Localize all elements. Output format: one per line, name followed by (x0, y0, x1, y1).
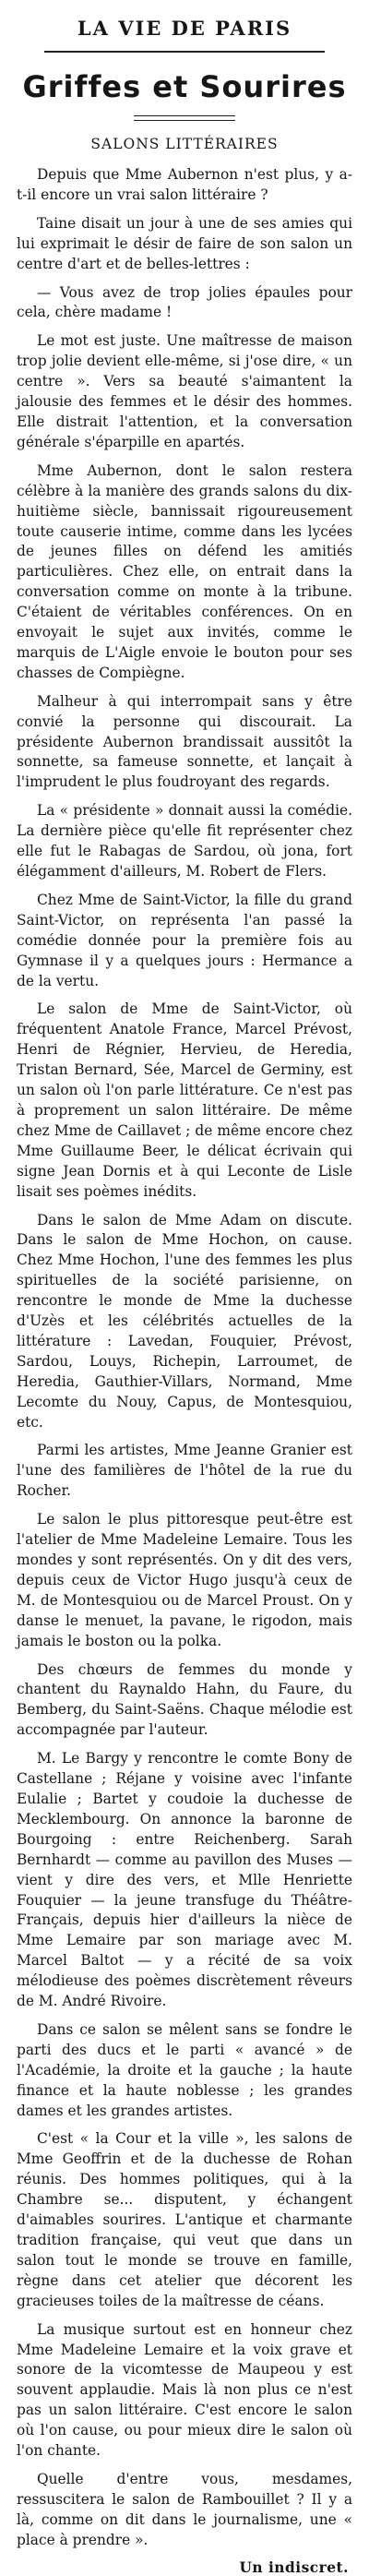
paragraph: La « présidente » donnait aussi la comédie. La dernière pièce qu'elle fit représenter chez elle fut le Rabagas de Sardou, où jona, fort élégamment d'ailleurs, M. Robert de Flers. (17, 802, 352, 880)
paragraph: La musique surtout est en honneur chez Mme Madeleine Lemaire et la voix grave et sonore de la vicomtesse de Maupeou y est souvent applaudie. Mais là non plus ce n'est pas un salon littéraire. C'est encore le salon où l'on cause, ou pour mieux dire le salon où l'on chante. (17, 2320, 352, 2460)
title-rule-bottom (134, 120, 235, 121)
paragraph: Le mot est juste. Une maîtresse de maison trop jolie devient elle-même, si j'ose dire, « un centre ». Vers sa beauté s'aimantent la jalousie des femmes et le désir des hommes. Elle distrait l'attention, et la conversation générale s'éparpille en apartés. (17, 332, 352, 450)
paragraph: Chez Mme de Saint-Victor, la fille du grand Saint-Victor, on représenta l'an passé la comédie donnée pour la première fois au Gymnase il y a quelques jours : Hermance a de la vertu. (17, 891, 352, 989)
paragraph: Depuis que Mme Aubernon n'est plus, y a-t-il encore un vrai salon littéraire ? (17, 166, 352, 203)
paragraph: Le salon de Mme de Saint-Victor, où fréquentent Anatole France, Marcel Prévost, Henri de Régnier, Hervieu, de Heredia, Tristan Bernard, Sée, Marcel de Germiny, est un salon où l'on parle littérature. Ce n'est pas à proprement un salon littéraire. De même chez Mme de Caillavet ; de même encore chez Mme Guillaume Beer, le délicat écrivain qui signe Jean Dornis et à qui Leconte de Lisle lisait ses poèmes inédits. (17, 1000, 352, 1200)
paragraph: Quelle d'entre vous, mesdames, ressuscitera le salon de Rambouillet ? Il y a là, comme on dit dans le journalisme, une « place à prendre ». (17, 2470, 352, 2548)
paragraph: Parmi les artistes, Mme Jeanne Granier est l'une des familières de l'hôtel de la rue du Rocher. (17, 1442, 352, 1500)
paragraph: Le salon le plus pittoresque peut-être est l'atelier de Mme Madeleine Lemaire. Tous les mondes y sont représentés. On y dit des vers, depuis ceux de Victor Hugo jusqu'à ceux de M. de Montesquiou ou de Marcel Proust. On y danse le menuet, la pavane, le rigodon, mais jamais le boston ou la polka. (17, 1511, 352, 1649)
title-rule-top (134, 115, 235, 116)
paragraph: Mme Aubernon, dont le salon restera célèbre à la manière des grands salons du dix-huitième siècle, bannissait rigoureusement toute causerie intime, comme dans les lycées de jeunes filles on défend les amitiés particulières. Chez elle, on entrait dans la conversation comme on monte à la tribune. C'étaient de véritables conférences. On en envoyait le sujet aux invités, comme le marquis de L'Aigle envoie le bouton pour ses chasses de Compiègne. (17, 461, 352, 681)
paragraph: M. Le Bargy y rencontre le comte Bony de Castellane ; Réjane y voisine avec l'infante Eulalie ; Bartet y coudoie la duchesse de Mecklembourg. On annonce la baronne de Bourgoing : entre Reichenberg. Sarah Bernhardt — comme au pavillon des Muses — vient y dire des vers, et Mlle Henriette Fouquier — la jeune transfuge du Théâtre-Français, depuis hier d'ailleurs la nièce de Mme Lemaire par son mariage avec M. Marcel Baltot — y a récité de sa voix mélodieuse des poèmes discrètement rêveurs de M. André Rivoire. (17, 1750, 352, 2010)
column-rubric: LA VIE DE PARIS (77, 17, 292, 40)
paragraph: — Vous avez de trop jolies épaules pour cela, chère madame ! (17, 283, 352, 321)
paragraph: Des chœurs de femmes du monde y chantent du Raynaldo Hahn, du Faure, du Bemberg, du Saint-Saëns. Chaque mélodie est accompagnée par l'auteur. (17, 1660, 352, 1739)
paragraph: Dans le salon de Mme Adam on discute. Dans le salon de Mme Hochon, on cause. Chez Mme Hochon, l'une des femmes les plus spirituelles de la société parisienne, on rencontre le monde de Mme la duchesse d'Uzès et les célébrités actuelles de la littérature : Lavedan, Fouquier, Prévost, Sardou, Louys, Richepin, Larroumet, de Heredia, Gauthier-Villars, Normand, Mme Lecomte du Nouy, Capus, de Montesquiou, etc. (17, 1211, 352, 1431)
paragraph: Dans ce salon se mêlent sans se fondre le parti des ducs et le parti « avancé » de l'Académie, la droite et la gauche ; la haute finance et la haute noblesse ; les grandes dames et les grandes artistes. (17, 2020, 352, 2119)
rubric-rule (44, 51, 325, 53)
paragraph: Malheur à qui interrompait sans y être convié la personne qui discourait. La présidente Aubernon brandissait aussitôt la sonnette, sa fameuse sonnette, et lançait à l'imprudent le plus foudroyant des regards. (17, 692, 352, 791)
author-signature: Un indiscret. (239, 2558, 349, 2576)
article-title: Griffes et Sourires (22, 69, 347, 104)
paragraph: C'est « la Cour et la ville », les salons de Mme Geoffrin et de la duchesse de Rohan réunis. Des hommes politiques, qui à la Chambre se... disputent, y échangent d'aimables sourires. L'antique et charmante tradition française, qui veut que dans un salon tout le monde se trouve en famille, règne dans cet atelier que décorent les gracieuses toiles de la maîtresse de céans. (17, 2130, 352, 2309)
section-heading: SALONS LITTÉRAIRES (90, 136, 279, 152)
paragraph: Taine disait un jour à une de ses amies qui lui exprimait le désir de faire de son salon un centre d'art et de belles-lettres : (17, 214, 352, 272)
article-body (17, 165, 352, 2551)
